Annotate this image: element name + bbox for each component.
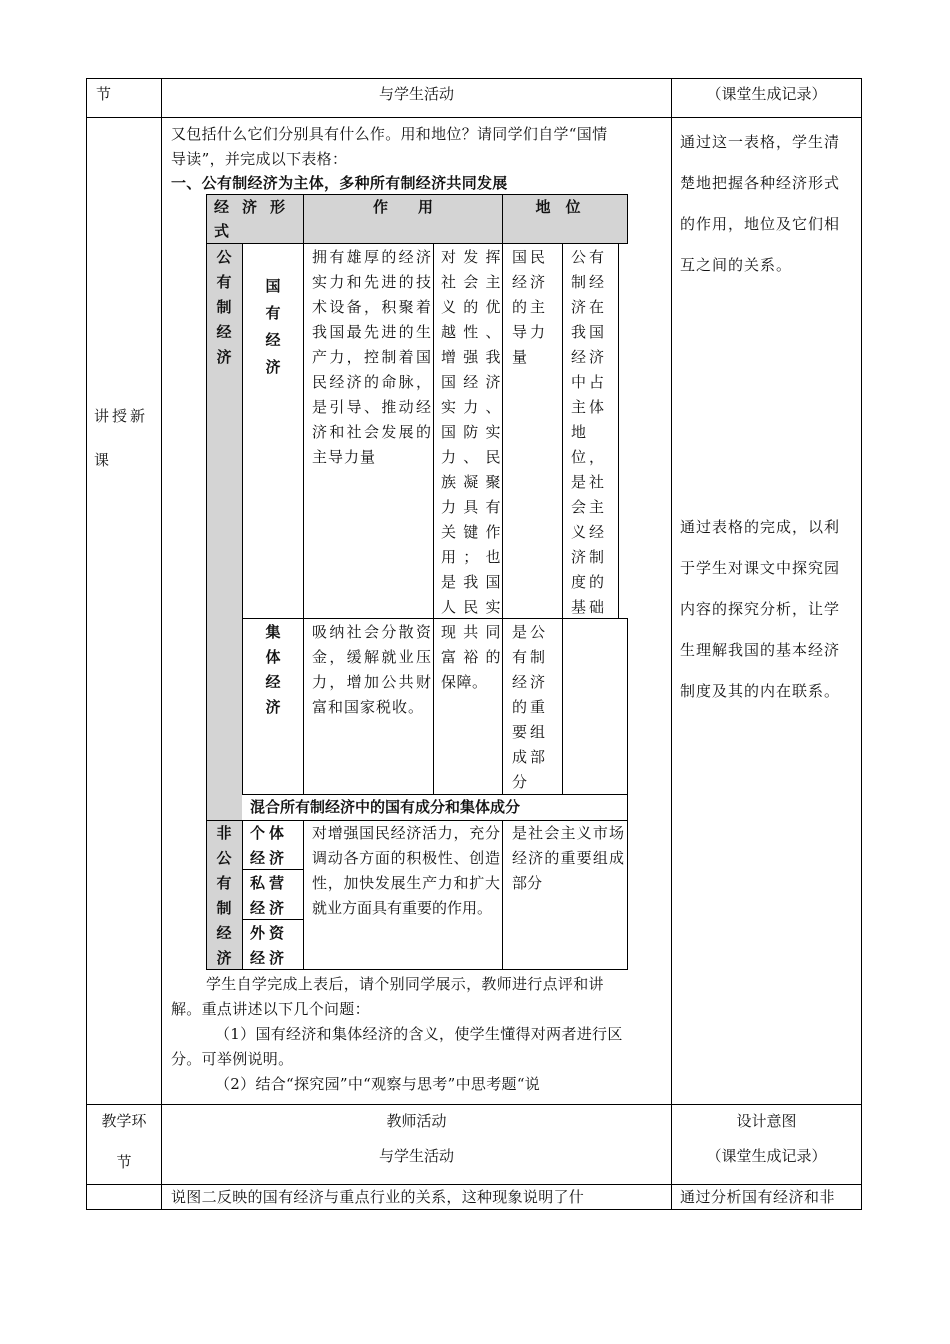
teacher-activity-label: 教师活动 [386,1112,447,1130]
section-heading: 一、公有制经济为主体，多种所有制经济共同发展 [171,174,508,192]
outer-row1-bottom [86,117,862,118]
after-table-line-1: 学生自学完成上表后，请个别同学展示，教师进行点评和讲 [206,975,604,993]
public-ownership-label: 公有制经济 [216,248,232,366]
header-role: 作 用 [372,198,433,216]
public-role-shared-text: 对发挥社会主义的优越性、增强我国经济实力、国防实力、民族凝聚力具有关键作用；也是我国人民实现共同富裕的保障。 [441,248,501,691]
nonpublic-role-text: 对增强国民经济活力，充分调动各方面的积极性、创造性，加快发展生产力和扩大就业方面具有重要的作用。 [312,824,500,917]
header-status: 地 位 [535,198,581,216]
state-economy-label: 国有经济 [265,277,281,376]
row4-activity-text: 说图二反映的国有经济与重点行业的关系，这种现象说明了什 [171,1188,585,1206]
individual-economy-label: 个体经济 [250,824,289,867]
inner-header-bottom [206,243,628,244]
point-2-line-1: （2）结合“探究园”中“观察与思考”中思考题“说 [215,1075,541,1093]
point-1-line-2: 分。可举例说明。 [171,1050,294,1068]
row1-activity-label: 与学生活动 [378,85,454,103]
outer-col2-divider [671,78,672,1210]
nonpublic-ownership-label: 非公有制经济 [216,824,232,967]
after-table-line-2: 解。重点讲述以下几个问题： [171,1000,370,1018]
outer-row2-bottom [86,1104,862,1105]
intro-line-1: 又包括什么它们分别具有什么作。用和地位？请同学们自学“国情 [171,125,608,143]
teaching-stage-label-b: 节 [116,1153,132,1171]
design-intent-label: 设计意图 [736,1112,797,1130]
inner-left [206,194,207,970]
public-status-text: 公有制经济在我国经济中占主体地位，是社会主义经济制度的基础 [571,248,608,616]
collective-role-text: 吸纳社会分散资金，缓解就业压力，增加公共财富和国家税收。 [312,623,432,716]
inner-status-right-upper [618,243,619,618]
inner-form-role-divider [303,194,304,794]
point-1-line-1: （1）国有经济和集体经济的含义，使学生懂得对两者进行区 [215,1025,623,1043]
mixed-ownership-row: 混合所有制经济中的国有成分和集体成分 [250,798,521,816]
intro-line-2: 导读”，并完成以下表格： [171,150,348,168]
state-role-text: 拥有雄厚的经济实力和先进的技术设备，积聚着我国最先进的生产力，控制着国民经济的命脉，是引导、推动经济和社会发展的主导力量 [312,248,432,466]
collective-status-text: 是公有制经济的重要组成部分 [512,623,549,791]
outer-top-border [86,78,862,79]
student-activity-label: 与学生活动 [378,1147,454,1165]
lecture-new-lesson-label: 讲授新课 [94,407,149,469]
inner-role-status-divider-2 [502,820,503,970]
design-note-2: 通过表格的完成，以利于学生对课文中探究园内容的探究分析，让学生理解我国的基本经济制度及其的内在联系。 [680,518,841,700]
outer-right-border [861,78,862,1210]
row1-section-label: 节 [96,85,112,103]
foreign-economy-label: 外资经济 [250,924,289,967]
design-note-1: 通过这一表格，学生清楚地把握各种经济形式的作用，地位及它们相互之间的关系。 [680,133,841,274]
state-status-text: 国民经济的主导力量 [512,248,549,366]
outer-left-border [86,78,87,1210]
teaching-stage-label-a: 教学环 [101,1112,147,1130]
inner-role-split [433,243,434,794]
inner-right-lower [627,618,628,970]
row1-record-label: （课堂生成记录） [706,85,827,103]
collective-economy-label: 集体经济 [265,623,281,716]
inner-form-role-divider-2 [303,820,304,970]
inner-label-divider-2 [242,820,243,970]
inner-right [627,194,628,243]
header-economic-form: 经济形式 [214,198,299,240]
nonpublic-status-text: 是社会主义市场经济的重要组成部分 [512,824,624,892]
inner-status-split [562,243,563,794]
row4-design-text: 通过分析国有经济和非 [680,1188,836,1206]
inner-role-status-divider [502,194,503,794]
inner-label-divider [242,243,243,794]
outer-col1-divider [161,78,162,1210]
class-record-label: （课堂生成记录） [706,1147,827,1165]
private-economy-label: 私营经济 [250,874,289,917]
